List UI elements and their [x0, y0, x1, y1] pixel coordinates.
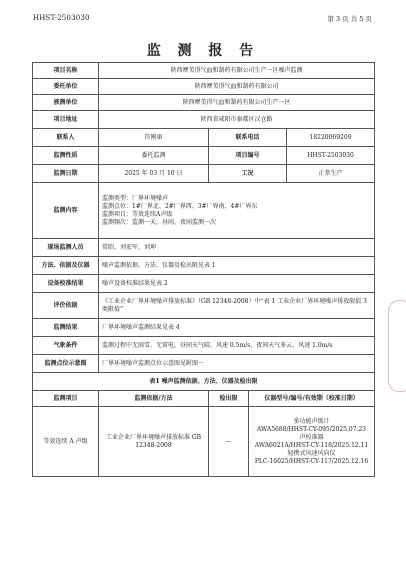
table1-header-item: 监测项目: [33, 391, 99, 407]
standard-value: 《工业企业厂界环境噪声排放标准》（GB 12348-2008）中“表 1 工业企业厂界环境噪声排放限值 3 类限值”: [99, 293, 375, 319]
page-title: 监 测 报 告: [146, 43, 260, 59]
table1-header-row: [33, 391, 375, 407]
project-no-value: HHST-2503030: [287, 147, 375, 165]
calibration-value: 噪声设备校准结果见表 2: [99, 275, 375, 293]
row-date: [33, 165, 375, 183]
row-methods: [33, 257, 375, 275]
weather-value: 监测过程中无雨雪、无雷电，昼间天气晴，风速 0.5m/s，夜间天气多云，风速 1.0m/s: [99, 337, 375, 355]
row-calibration: [33, 275, 375, 293]
standard-label: 评价依据: [33, 293, 99, 319]
table1-header-method: 监测依据/方法: [99, 391, 209, 407]
nature-value: 委托监测: [99, 147, 209, 165]
table1-caption: 表1 噪声监测依据、方法、仪器及检出限: [33, 373, 375, 391]
row-weather: [33, 337, 375, 355]
row-contact: [33, 129, 375, 147]
calibration-label: 设备校准结果: [33, 275, 99, 293]
row-client: [33, 79, 375, 95]
instrument-line: 声校准器: [299, 433, 324, 441]
row-sketch: [33, 355, 375, 373]
row-result: [33, 319, 375, 337]
project-no-label: 项目编号: [209, 147, 287, 165]
row-monitored-unit: [33, 95, 375, 111]
instrument-line: PLC-16025/HHST-CY-117/2025.12.16: [254, 457, 369, 465]
report-table: [32, 62, 375, 477]
content-label: 监测内容: [33, 183, 99, 239]
date-value: 2025 年 03 月 10 日: [99, 165, 209, 183]
row-content: [33, 183, 375, 239]
project-name-label: 项目名称: [33, 63, 99, 79]
personnel-label: 现场监测人员: [33, 239, 99, 257]
content-value: [99, 183, 375, 239]
table1-method: 工业企业厂界环境噪声排放标准 GB 12348-2008: [99, 407, 209, 477]
condition-value: 正常生产: [287, 165, 375, 183]
page-indicator: 第 3 页 共 5 页: [327, 15, 372, 23]
contact-value: 符刚康: [99, 129, 209, 147]
contact-label: 联系人: [33, 129, 99, 147]
personnel-value: 常昭、刘宏军、刘坤: [99, 239, 375, 257]
table1-caption-row: [33, 373, 375, 391]
result-value: 厂界环境噪声监测结果见表 4: [99, 319, 375, 337]
sketch-value: 厂界环境噪声监测点位示意图见附图一: [99, 355, 375, 373]
instrument-line: 轻携式风速风向仪: [287, 449, 336, 457]
project-name-value: 陕西摩美得气血和制药有限公司生产一区噪声监测: [99, 63, 375, 79]
content-line: 监测类型：厂界环境噪声: [102, 194, 169, 202]
row-standard: [33, 293, 375, 319]
table1-instruments: [249, 407, 375, 477]
content-line: 监测频次：监测一天，昼间、夜间监测一次: [102, 218, 217, 226]
condition-label: 工况: [209, 165, 287, 183]
content-line: 监测点位：1#厂界北、2#厂界西、3#厂界南、4#厂界东: [102, 202, 258, 210]
table1-limit: —: [209, 407, 249, 477]
table1-item: 等效连续 A 声级: [33, 407, 99, 477]
address-value: 陕西省咸阳市秦都区汉仓路: [99, 111, 375, 129]
instrument-line: 多功能声级计: [293, 417, 330, 425]
date-label: 监测日期: [33, 165, 99, 183]
sketch-label: 监测点位示意图: [33, 355, 99, 373]
phone-value: 18220069209: [287, 129, 375, 147]
table1-row: [33, 407, 375, 477]
table1-header-instrument: 仪器型号/编号/有效期（校准日期）: [249, 391, 375, 407]
row-project-name: [33, 63, 375, 79]
instrument-line: AWA5688/HHST-CY-095/2025.07.23: [256, 425, 367, 433]
result-label: 监测结果: [33, 319, 99, 337]
content-line: 监测项目：等效连续A声级: [102, 210, 173, 218]
row-nature: [33, 147, 375, 165]
weather-label: 气象条件: [33, 337, 99, 355]
phone-label: 联系电话: [209, 129, 287, 147]
table1-header-limit: 检出限: [209, 391, 249, 407]
monitored-unit-label: 被测单位: [33, 95, 99, 111]
client-label: 委托单位: [33, 79, 99, 95]
methods-label: 方法、依据及仪器: [33, 257, 99, 275]
methods-value: 噪声监测依据、方法、仪器及检出限见表 1: [99, 257, 375, 275]
address-label: 项目地址: [33, 111, 99, 129]
row-address: [33, 111, 375, 129]
nature-label: 监测性质: [33, 147, 99, 165]
seal-stamp-edge: [388, 300, 406, 392]
instrument-line: AWA6021A/HHST-CY-118/2025.12.11: [254, 441, 369, 449]
monitored-unit-value: 陕西摩美得气血和制药有限公司生产一区: [99, 95, 375, 111]
client-value: 陕西摩美得气血和制药有限公司: [99, 79, 375, 95]
report-number: HHST-2503030: [33, 14, 90, 22]
row-personnel: [33, 239, 375, 257]
